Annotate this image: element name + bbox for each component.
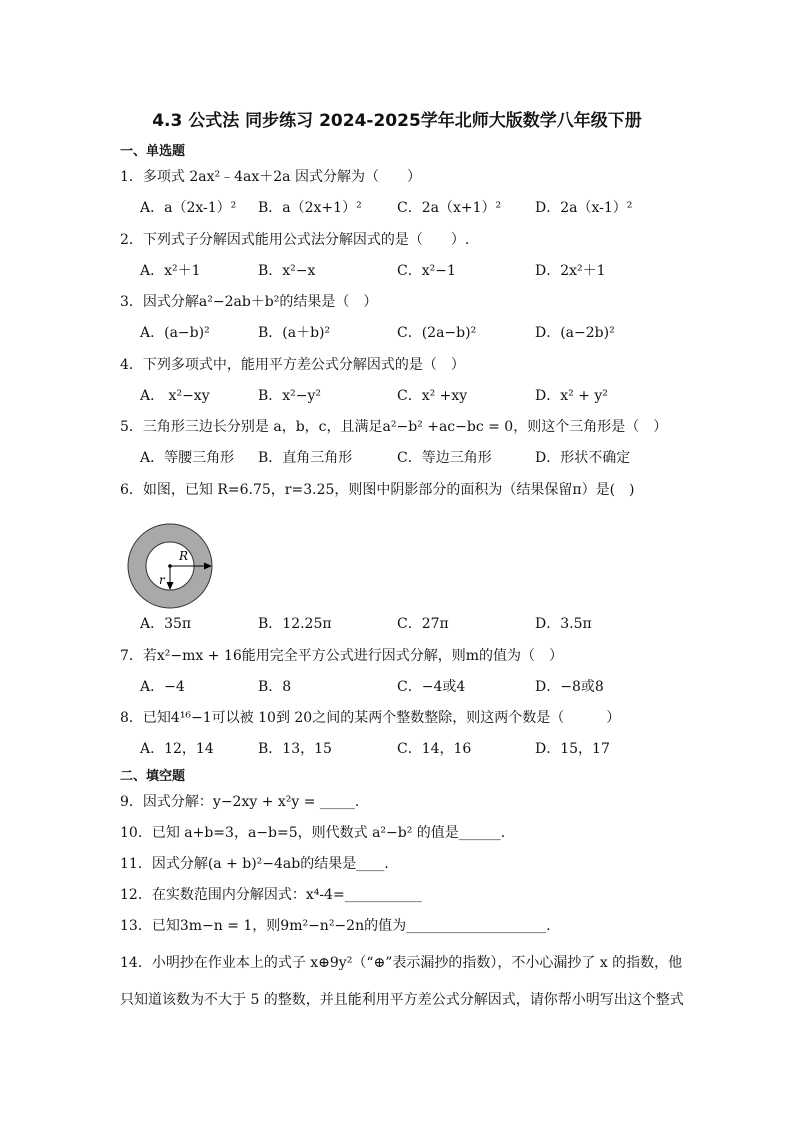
option-a: A．35π: [140, 616, 192, 632]
option-b: B．13，15: [258, 741, 332, 757]
page-title: 4.3 公式法 同步练习 2024-2025学年北师大版数学八年级下册: [152, 111, 642, 131]
option-b: B．x²−x: [258, 263, 316, 279]
question-3-options: [140, 322, 700, 342]
option-b: B．直角三角形: [258, 450, 353, 466]
option-a: A． x²−xy: [140, 388, 210, 404]
question-8: 8．已知4¹⁶−1可以被 10到 20之间的某两个整数整除，则这两个数是（ ）: [120, 710, 621, 726]
option-c: C．27π: [397, 616, 449, 632]
question-9: 9．因式分解：y−2xy + x²y = _____.: [120, 794, 360, 810]
question-4-options: [140, 385, 700, 405]
question-5-options: [140, 447, 700, 467]
question-3: 3．因式分解a²−2ab＋b²的结果是（ ）: [120, 294, 378, 310]
option-d: D．(a−2b)²: [535, 325, 615, 341]
option-a: A．−4: [140, 679, 185, 695]
option-b: B．8: [258, 679, 292, 695]
option-d: D．形状不确定: [535, 450, 631, 466]
option-b: B．x²−y²: [258, 388, 322, 404]
option-a: A．(a−b)²: [140, 325, 210, 341]
question-12: 12．在实数范围内分解因式：x⁴-4=___________: [120, 887, 422, 903]
option-c: C．(2a−b)²: [397, 325, 477, 341]
label-r: r: [159, 573, 165, 587]
option-d: D．2a（x-1）²: [535, 200, 633, 216]
question-1-options: [140, 197, 700, 217]
annulus-figure: [127, 520, 217, 610]
option-c: C．−4或4: [397, 679, 466, 695]
option-d: D．−8或8: [535, 679, 604, 695]
option-c: C．14，16: [397, 741, 472, 757]
option-b: B．12.25π: [258, 616, 332, 632]
option-c: C．x²−1: [397, 263, 456, 279]
option-d: D．2x²＋1: [535, 263, 606, 279]
option-d: D．15，17: [535, 741, 610, 757]
question-14-line-2: 只知道该数为不大于 5 的整数，并且能利用平方差公式分解因式，请你帮小明写出这个整式: [120, 992, 684, 1008]
option-d: D．x² + y²: [535, 388, 608, 404]
question-7: 7．若x²−mx + 16能用完全平方公式进行因式分解，则m的值为（ ）: [120, 648, 564, 664]
option-a: A．12，14: [140, 741, 214, 757]
question-13: 13．已知3m−n = 1，则9m²−n²−2n的值为____________________.: [120, 918, 551, 934]
option-a: A．a（2x-1）²: [140, 200, 237, 216]
question-11: 11．因式分解(a + b)²−4ab的结果是____.: [120, 856, 389, 872]
option-c: C．x² +xy: [397, 388, 468, 404]
question-14-line-1: 14．小明抄在作业本上的式子 x⊕9y²（“⊕”表示漏抄的指数），不小心漏抄了 x 的指数，他: [120, 955, 683, 971]
label-R: R: [179, 549, 189, 563]
question-2: 2．下列式子分解因式能用公式法分解因式的是（ ）.: [120, 232, 470, 248]
section-single-choice: 一、单选题: [120, 144, 186, 159]
question-6: 6．如图，已知 R=6.75，r=3.25，则图中阴影部分的面积为（结果保留π）是( ): [120, 482, 635, 498]
question-1: 1．多项式 2ax²﹣4ax＋2a 因式分解为（ ）: [120, 169, 421, 185]
question-8-options: [140, 738, 700, 758]
question-10: 10．已知 a+b=3，a−b=5，则代数式 a²−b² 的值是______.: [120, 825, 506, 841]
option-c: C．等边三角形: [397, 450, 492, 466]
option-a: A．等腰三角形: [140, 450, 235, 466]
option-b: B．a（2x+1）²: [258, 200, 362, 216]
question-5: 5．三角形三边长分别是 a，b，c，且满足a²−b² +ac−bc = 0，则这个三角形是（ ）: [120, 419, 668, 435]
question-2-options: [140, 260, 700, 280]
question-4: 4．下列多项式中，能用平方差公式分解因式的是（ ）: [120, 357, 465, 373]
option-b: B．(a＋b)²: [258, 325, 331, 341]
section-fill-blank: 二、填空题: [120, 769, 186, 784]
option-c: C．2a（x+1）²: [397, 200, 502, 216]
option-a: A．x²＋1: [140, 263, 201, 279]
question-7-options: [140, 676, 700, 696]
question-6-options: [140, 613, 700, 633]
option-d: D．3.5π: [535, 616, 592, 632]
